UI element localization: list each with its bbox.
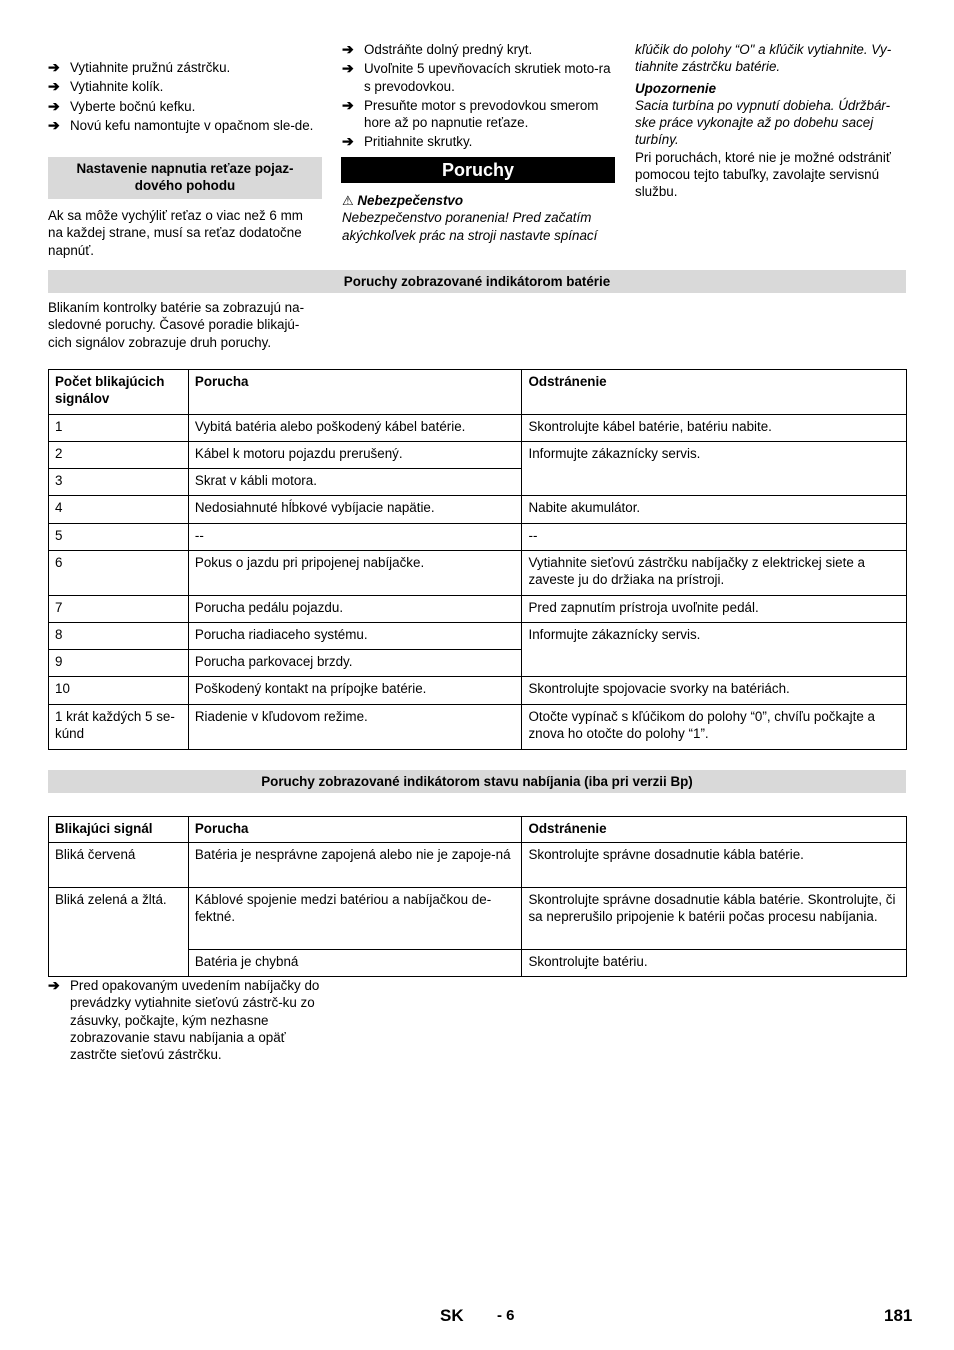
chain-tension-paragraph: Ak sa môže vychýliť reťaz o viac než 6 mm na každej strane, musí sa reťaz dodatočne napnúť. [48, 208, 303, 258]
step-item: ➔ Odstráňte dolný predný kryt. [342, 41, 533, 57]
table-header-row: Blikajúci signál Porucha Odstránenie [49, 817, 907, 843]
danger-block [342, 192, 614, 244]
table-row: 2 Kábel k motoru pojazdu prerušený. Informujte zákaznícky servis. [49, 442, 907, 469]
arrow-icon: ➔ [342, 60, 354, 77]
table-row: 1 krát každých 5 se-kúnd Riadenie v kľudovom režime. Otočte vypínač s kľúčikom do polohy “0”, chvíľu počkajte a znova ho otočte do polohy “1”. [49, 705, 907, 750]
arrow-icon: ➔ [48, 977, 60, 993]
section-title-poruchy: Poruchy [341, 157, 615, 183]
step-item: ➔ Pred opakovaným uvedením nabíjačky do prevádzky vytiahnite sieťovú zástrč-ku zo zásuvky, počkajte, kým nezhasne zobrazovanie stavu nabíjania a opäť zastrčte sieťovú zástrčku. [48, 977, 320, 1063]
danger-continued: kľúčik do polohy “O" a kľúčik vytiahnite. Vy-tiahnite zástrčku batérie. [635, 42, 892, 75]
table-header-row: Počet blikajúcich signálov Porucha Odstránenie [49, 370, 907, 415]
table-row: 1 Vybitá batéria alebo poškodený kábel batérie. Skontrolujte kábel batérie, batériu nabite. [49, 415, 907, 442]
caution-label: Upozornenie [635, 80, 717, 96]
table-row: 10 Poškodený kontakt na prípojke batérie. Skontrolujte spojovacie svorky na batériách. [49, 677, 907, 705]
footer-section: - 6 [497, 1307, 515, 1324]
table-row: Bliká zelená a žltá. Káblové spojenie medzi batériou a nabíjačkou de-fektné. Skontrolujte správne dosadnutie kábla batérie. Skontrolujte, či sa neprerušilo pripojenie k batérii počas procesu nabíjania. [49, 888, 907, 950]
charge-faults-table [48, 816, 907, 977]
table-row: 5 -- -- [49, 524, 907, 551]
table-row: 3 Skrat v kábli motora. [49, 469, 907, 496]
arrow-icon: ➔ [48, 59, 60, 75]
table-row: Batéria je chybná Skontrolujte batériu. [49, 950, 907, 977]
table-row: 4 Nedosiahnuté hĺbkové vybíjacie napätie. Nabite akumulátor. [49, 496, 907, 524]
page-number: 181 [884, 1306, 913, 1325]
caution-text: Sacia turbína po vypnutí dobieha. Údržbár-ske práce vykonajte až po dobehu sacej turbíny. [635, 97, 891, 148]
battery-faults-table [48, 369, 907, 750]
chain-tension-heading: Nastavenie napnutia reťaze pojaz- dového pohodu [48, 157, 322, 199]
footer-language: SK [440, 1306, 464, 1325]
charge-faults-heading: Poruchy zobrazované indikátorom stavu nabíjania (iba pri verzii Bp) [48, 770, 906, 793]
table-row: 7 Porucha pedálu pojazdu. Pred zapnutím prístroja uvoľnite pedál. [49, 596, 907, 623]
step-item: ➔ Vyberte bočnú kefku. [48, 97, 196, 114]
battery-intro: Blikaním kontrolky batérie sa zobrazujú na-sledovné poruchy. Časové poradie blikajú-cich signálov zobrazuje druh poruchy. [48, 300, 305, 350]
step-item: ➔ Pritiahnite skrutky. [342, 133, 473, 150]
table-row: Bliká červená Batéria je nesprávne zapojená alebo nie je zapoje-ná Skontrolujte správne dosadnutie kábla batérie. [49, 843, 907, 888]
column-1 [48, 59, 320, 134]
arrow-icon: ➔ [48, 116, 60, 133]
step-item: ➔ Presuňte motor s prevodovkou smerom hore až po napnutie reťaze. [342, 96, 599, 131]
danger-label: Nebezpečenstvo [357, 193, 464, 208]
service-paragraph: Pri poruchách, ktoré nie je možné odstrániť pomocou tejto tabuľky, zavolajte servisnú službu. [635, 149, 891, 200]
arrow-icon: ➔ [342, 133, 354, 150]
warning-triangle-icon: ⚠ [342, 193, 354, 208]
step-item: ➔ Uvoľnite 5 upevňovacích skrutiek moto-ra s prevodovkou. [342, 60, 611, 94]
column-3 [635, 41, 907, 201]
battery-faults-heading: Poruchy zobrazované indikátorom batérie [48, 270, 906, 293]
arrow-icon: ➔ [342, 96, 354, 113]
step-item: ➔ Vytiahnite pružnú zástrčku. [48, 59, 231, 75]
step-item: ➔ Vytiahnite kolík. [48, 78, 164, 95]
arrow-icon: ➔ [48, 97, 60, 114]
danger-text: Nebezpečenstvo poranenia! Pred začatím akýchkoľvek prác na stroji nastavte spínací [342, 210, 598, 243]
table-row: 8 Porucha riadiaceho systému. Informujte zákaznícky servis. [49, 623, 907, 650]
step-item: ➔ Novú kefu namontujte v opačnom sle-de. [48, 116, 314, 133]
arrow-icon: ➔ [48, 78, 60, 95]
table-row: 6 Pokus o jazdu pri pripojenej nabíjačke. Vytiahnite sieťovú zástrčku nabíjačky z elektrickej siete a zaveste ju do držiaka na prístroji. [49, 551, 907, 596]
table-row: 9 Porucha parkovacej brzdy. [49, 650, 907, 677]
column-2 [342, 41, 614, 151]
arrow-icon: ➔ [342, 41, 354, 57]
